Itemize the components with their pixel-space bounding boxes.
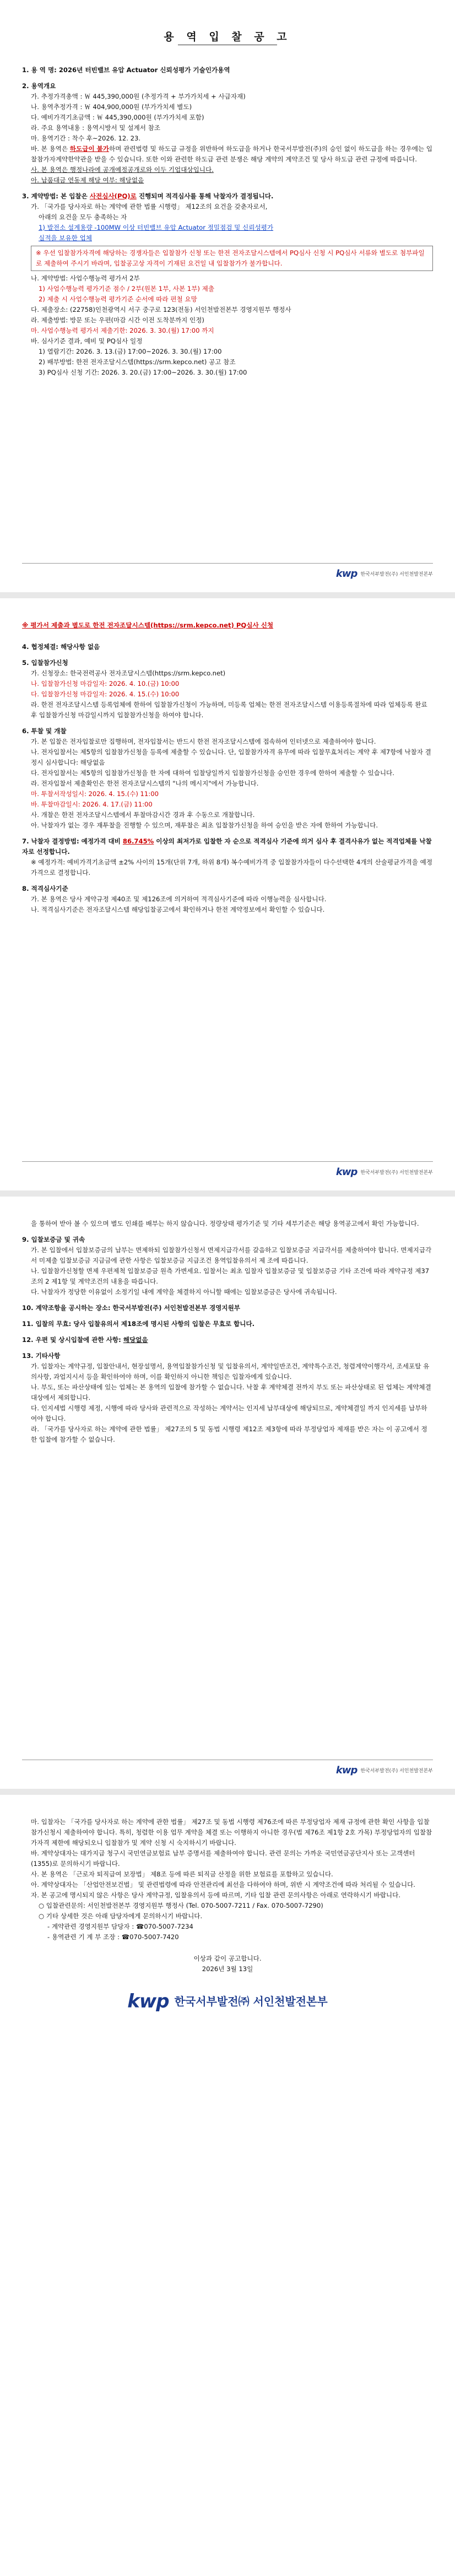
s2-item: 마. 용역기간 : 착수 후~2026. 12. 23. <box>31 134 141 142</box>
page-4 <box>0 1795 455 2576</box>
contact-row: - 용역관련 기 계 부 조장 : ☎070-5007-7420 <box>47 1933 179 1941</box>
s3-item-na: 나. 계약방법: 사업수행능력 평가서 2부 <box>31 274 140 282</box>
s6-item: 사. 개찰은 한전 전자조달시스템에서 투찰마감시간 경과 후 수동으로 개찰합니다. <box>31 811 255 819</box>
page-footer <box>22 1760 433 1777</box>
s2-item: 라. 주요 용역내용 : 용역시방서 및 설계서 참조 <box>31 124 160 132</box>
page-1 <box>0 0 455 592</box>
s6-item: 아. 낙찰자가 없는 경우 재투찰을 진행할 수 있으며, 재투찰은 최초 입찰참가신청을 하여 승인을 받은 자에 한하여 가능합니다. <box>31 821 378 829</box>
section-12: 12. 우편 및 상시입찰에 관한 사항: 해당없음 <box>22 1336 148 1344</box>
s3-item-ma: 마. 사업수행능력 평가서 제출기한: 2026. 3. 30.(월) 17:00 까지 <box>31 327 214 334</box>
announcement-date: 2026년 3월 13일 <box>202 1965 253 1973</box>
contact-line: ○ 입찰관련문의: 서인천발전본부 경영지원부 행정사 (Tel. 070-5007-7211 / Fax. 070-5007-7290) <box>39 1902 323 1909</box>
s13-item: 사. 본 용역은 「근로자 퇴직급여 보장법」 제8조 등에 따른 퇴직금 산정을 위한 보험료를 포함하고 있습니다. <box>31 1870 333 1878</box>
s5-item: 다. 입찰참가신청 마감일자: 2026. 4. 15.(수) 10:00 <box>31 690 180 698</box>
section-6-heading: 6. 투찰 및 개찰 <box>22 727 67 735</box>
s3-ba-sub: 3) PQ심사 신청 기간: 2026. 3. 20.(금) 17:00~2026. 3. 30.(월) 17:00 <box>39 369 247 376</box>
footer-org-name: 한국서부발전(주) 서인천발전본부 <box>360 1170 433 1176</box>
s6-item: 마. 투찰서작성일시: 2026. 4. 15.(수) 11:00 <box>31 790 159 798</box>
s8-item: 가. 본 용역은 당사 계약규정 제40조 및 제126조에 의거하여 적격심사기준에 따라 이행능력을 심사합니다. <box>31 895 327 903</box>
closing-statement: 이상과 같이 공고합니다. <box>193 1955 262 1962</box>
section-2-heading: 2. 용역개요 <box>22 82 56 90</box>
kwp-logo: kwp <box>335 1765 358 1776</box>
page-footer <box>22 563 433 580</box>
s8-item: 나. 적격심사기준은 전자조달시스템 해당입찰공고에서 확인하거나 한전 계약정보에서 확인할 수 있습니다. <box>31 906 325 913</box>
s13-item: 아. 계약상대자는 「산업안전보건법」 및 관련법령에 따라 안전관리에 최선을 다하여야 하며, 위반 시 계약조건에 따라 처리될 수 있습니다. <box>31 1881 415 1888</box>
s5-item: 나. 입찰참가신청 마감일자: 2026. 4. 10.(금) 10:00 <box>31 680 180 688</box>
s3-item: 가. 「국가를 당사자로 하는 계약에 관한 법률 시행령」 제12조의 요건을 갖춘자로서, <box>31 203 268 210</box>
s2-item: 나. 용역추정가격 : ￦ 404,900,000원 (부가가치세 별도) <box>31 103 192 111</box>
s9-item: 다. 낙찰자가 정당한 이유없이 소정기일 내에 계약을 체결하지 아니할 때에는 입찰보증금은 당사에 귀속됩니다. <box>31 1288 337 1296</box>
s3-na-sub: 1) 사업수행능력 평가기준 점수 / 2부(원본 1부, 사본 1부) 제출 <box>39 285 215 293</box>
section-9-heading: 9. 입찰보증금 및 귀속 <box>22 1236 85 1243</box>
s3-item-ba: 바. 심사기준 결과, 예비 및 PQ심사 일정 <box>31 337 143 345</box>
s3-item: 아래의 요건을 모두 충족하는 자 <box>39 213 127 221</box>
s3-na-sub: 2) 제출 시 사업수행능력 평가기준 순서에 따라 편철 요망 <box>39 295 197 303</box>
footer-org-name: 한국서부발전(주) 서인천발전본부 <box>360 572 433 577</box>
bid-ratio-highlight: 86.745% <box>122 837 154 845</box>
page-3 <box>0 1197 455 1789</box>
s13-item: 마. 입찰자는 「국가를 당사자로 하는 계약에 관한 법률」 제27조 및 동법 시행령 제76조에 따른 부정당업자 제재 규정에 관한 확인 사항을 입찰참가신청시 제출하여야 합니다. 특히, 청렴한 이용 업무 계약을 체결 또는 이행하지 아니한 경우(법 제76조 제1항 2호 가목) 부정당업자의 입찰참가자격 제한에 해당되오니 입찰참가 및 계약 신청 시 숙지하시기 바랍니다. <box>31 1818 432 1847</box>
kwp-logo: kwp <box>335 568 358 580</box>
section-5-heading: 5. 입찰참가신청 <box>22 659 68 667</box>
kwp-logo-large: kwp <box>127 1990 169 2012</box>
s6-item: 바. 투찰마감일시: 2026. 4. 17.(금) 11:00 <box>31 800 153 808</box>
s2-item-a: 아. 납품대금 연동제 해당 여부: 해당없음 <box>31 176 144 184</box>
s2-item: 가. 추정가격총액 : ￦ 445,390,000원 (추정가격 + 부가가치세 + 사급자재) <box>31 93 246 100</box>
s2-item: 다. 예비가격기초금액 : ￦ 445,390,000원 (부가가치세 포함) <box>31 113 204 121</box>
kwp-logo: kwp <box>335 1166 358 1178</box>
pq-apply-note: ※ 평가서 제출과 별도로 한전 전자조달시스템(https://srm.kepco.net) PQ심사 신청 <box>22 621 274 629</box>
footer-org-name: 한국서부발전(주) 서인천발전본부 <box>360 1768 433 1774</box>
pq-highlight: 사전심사(PQ)로 <box>89 192 137 200</box>
page-footer <box>22 1161 433 1178</box>
s5-item: 라. 한전 전자조달시스템 등록업체에 한하여 입찰참가신청이 가능하며, 미등록 업체는 한전 전자조달시스템 이용등록절차에 따라 업체등록 완료 후 입찰참가신청 마감일시까지 입찰참가신청을 하여야 합니다. <box>31 701 427 719</box>
s13-item: 자. 본 공고에 명시되지 않은 사항은 당사 계약규정, 입찰유의서 등에 따르며, 기타 입찰 관련 문의사항은 아래로 연락하시기 바랍니다. <box>31 1891 400 1899</box>
s13-item: 라. 「국가를 당사자로 하는 계약에 관한 법률」 제27조의 5 및 동법 시행령 제12조 제3항에 따라 부정당업자 제재를 받은 자는 이 공고에서 정한 입찰에 참가할 수 없습니다. <box>31 1425 427 1443</box>
issuer-logo <box>22 1990 433 2012</box>
section-13-heading: 13. 기타사항 <box>22 1352 61 1360</box>
section-1-service-name: 1. 용 역 명: 2026년 터빈밸브 유압 Actuator 신뢰성평가 기술인가용역 <box>22 66 230 74</box>
s3-ba-sub: 1) 열람기간: 2026. 3. 13.(금) 17:00~2026. 3. 30.(월) 17:00 <box>39 348 222 355</box>
s5-item: 가. 신청장소: 한국전력공사 전자조달시스템(https://srm.kepco.net) <box>31 669 226 677</box>
s6-item: 다. 전자입찰서는 제5항의 입찰참가신청을 한 자에 대하여 입찰당일까지 입찰참가신청을 승인한 경우에 한하여 제출할 수 있습니다. <box>31 769 394 777</box>
s3-ba-sub: 2) 배부방법: 한전 전자조달시스템(https://srm.kepco.net) 공고 참조 <box>39 358 236 366</box>
section-3-heading: 3. 계약방법: 본 입찰은 사전심사(PQ)로 진행되며 적격심사를 통해 낙찰자가 결정됩니다. <box>22 192 274 200</box>
s6-item: 가. 본 입찰은 전자입찰로만 집행하며, 전자입찰서는 반드시 한전 전자조달시스템에 접속하여 인터넷으로 제출하여야 합니다. <box>31 738 376 745</box>
s13-item: 나. 부도, 또는 파산상태에 있는 업체는 본 용역의 입찰에 참가할 수 없습니다. 낙찰 후 계약체결 전까지 부도 또는 파산상태로 된 업체는 계약체결 대상에서 제외합니다. <box>31 1383 431 1401</box>
section-8-heading: 8. 적격심사기준 <box>22 885 68 892</box>
document-title: 용 역 입 찰 공 고 <box>164 31 291 43</box>
s3-requirement: 1) 발전소 설계용량 -100MW 이상 터빈밸브 유압 Actuator 정밀점검 및 신뢰성평가 <box>39 224 274 231</box>
section-4: 4. 협정체결: 해당사항 없음 <box>22 643 100 651</box>
s3-requirement: 실적을 보유한 업체 <box>39 234 92 242</box>
section-11: 11. 입찰의 무효: 당사 입찰유의서 제18조에 명시된 사항의 입찰은 무효로 합니다. <box>22 1320 255 1328</box>
s9-item: 가. 본 입찰에서 입찰보증금의 납부는 면제하되 입찰참가신청서 면제지급각서를 갈음하고 입찰보증금 지급각서를 제출하여야 합니다. 면제지급각서 미제출 입찰보증금 지급금에 관한 사항은 입찰보증금 지급조건 용역입찰유의서 제 조에 따릅니다. <box>31 1246 432 1264</box>
s13-item: 가. 입찰자는 계약규정, 입찰안내서, 현장설명서, 용역입찰참가신청 및 입찰유의서, 계약일반조건, 계약특수조건, 청렴계약이행각서, 조세포탈 유의사항, 과업지시서 등을 확인하여야 하며, 이를 확인하지 아니한 책임은 입찰자에게 있습니다. <box>31 1362 430 1381</box>
s13-item: 다. 인지세법 시행령 제정, 시행에 따라 당사와 관련적으로 작성하는 계약서는 인지세 납부대상에 해당되므로, 계약체결일 까지 인지세를 납부하여야 합니다. <box>31 1404 427 1422</box>
issuer-name: 한국서부발전㈜ 서인천발전본부 <box>174 1995 328 2008</box>
s7-note: ※ 예정가격: 예비가격기초금액 ±2% 사이의 15개(단위 7개, 하위 8개) 복수예비가격 중 입찰참가자들이 다수선택한 4개의 산술평균가격을 예정가격으로 결정합니다. <box>31 858 433 876</box>
section-10: 10. 계약조항을 공시하는 장소: 한국서부발전(주) 서인천발전본부 경영지원부 <box>22 1304 240 1312</box>
s9-item: 나. 입찰참가신청할 면제 우편제척 입찰보증금 원측 가변세요. 입찰서는 최초 입찰자 입찰보증금 및 입찰보증금 기타 조건에 따라 계약규정 제37조의 2 제1항 및 계약조건의 내용을 따릅니다. <box>31 1267 430 1285</box>
contact-line: ○ 기타 상세한 것은 아래 담당자에게 문의하시기 바랍니다. <box>39 1912 203 1920</box>
page-2 <box>0 598 455 1190</box>
s6-item: 라. 전자입찰서 제출확인은 한전 전자조달시스템의 "나의 메시지"에서 가능합니다. <box>31 780 259 787</box>
s3-item-ra: 라. 제출방법: 방문 또는 우편(마감 시간 이전 도착분까지 인정) <box>31 316 204 324</box>
s3-note-box: ※ 우선 입찰참가자격에 해당하는 경쟁자들은 입찰참가 신청 또는 한전 전자조달시스템에서 PQ심사 신청 시 PQ심사 서류와 별도로 첨부파일로 제출하여 주시기 바라며, 입찰공고상 자격이 기재된 요건일 내 입찰참가가 불가합니다. <box>31 246 433 271</box>
s13-item: 바. 계약상대자는 대가지급 청구시 국민연금보험료 납부 증명서를 제출하여야 합니다. 관련 문의는 가까운 국민연금공단지사 또는 고객센터(1355)로 문의하시기 바랍니다. <box>31 1849 415 1868</box>
s2-item-sa: 사. 본 용역은 행정나라에 공개예정공개로와 이두 기업대상입니다. <box>31 166 214 174</box>
contact-row: - 계약관련 경영지원부 담당자 : ☎070-5007-7234 <box>47 1923 193 1930</box>
s6-item: 나. 전자입찰서는 제5항의 입찰참가신청을 등록에 제출할 수 있습니다. 단, 입찰참가자격 유무에 따라 입찰무효처리는 계약 후 제7항에 낙찰자 결정시 심사합니다: 해당없음 <box>31 748 431 766</box>
s2-subcontract-note: 바. 본 용역은 하도급이 불가하며 관련법령 및 하도급 규정을 위반하여 하도급을 하거나 한국서부발전(주)의 승인 없이 하도급을 하는 경우에는 입찰참가자계약한약관을 받을 수 있습니다. 또한 이와 관련한 하도급 관련 분쟁은 해당 계약의 계약조건 및 당사 하도급 관련 규정에 따릅니다. <box>31 145 433 163</box>
s8-continuation: 을 통하여 받아 볼 수 있으며 별도 인쇄를 배부는 하지 않습니다. 정량상태 평가기준 및 기타 세부기준은 해당 용역공고에서 확인 가능합니다. <box>31 1220 419 1227</box>
s3-item-da: 다. 제출장소: (22758)인천광역시 서구 중구로 123(전동) 서인천발전본부 경영지원부 행정사 <box>31 306 291 313</box>
no-subcontract-highlight: 하도급이 불가 <box>69 145 109 153</box>
section-7: 7. 낙찰자 결정방법: 예정가격 대비 86.745% 이상의 최저가로 입찰한 자 순으로 적격심사 기준에 의거 심사 후 결격사유가 없는 적격업체를 낙찰자로 선정합니다. <box>22 837 432 856</box>
